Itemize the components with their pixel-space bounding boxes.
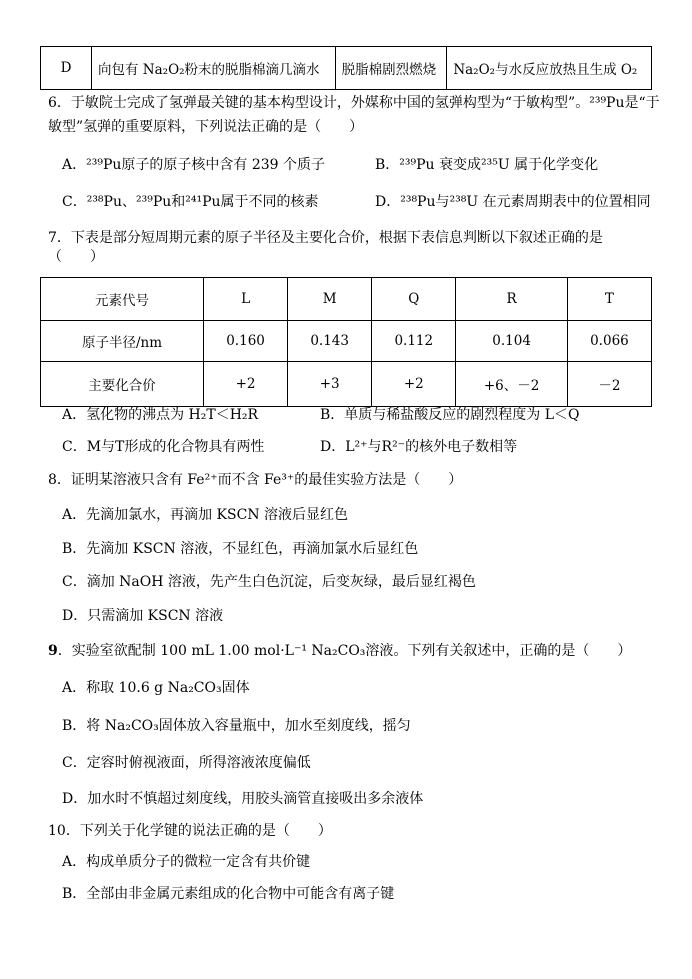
q10-option-a: A．构成单质分子的微粒一定含有共价键: [62, 854, 311, 870]
q8-option-d: D．只需滴加 KSCN 溶液: [62, 608, 224, 624]
row-action: 向包有 Na₂O₂粉末的脱脂棉滴几滴水: [92, 47, 336, 90]
q7-option-d: D．L²⁺与R²⁻的核外电子数相等: [320, 439, 518, 455]
header-cell: 元素代号: [41, 278, 204, 321]
q7-stem-cont: （ ）: [48, 249, 104, 265]
header-cell: L: [204, 278, 288, 321]
table-row: [41, 362, 652, 407]
q8-option-a: A．先滴加氯水，再滴加 KSCN 溶液后显红色: [62, 507, 349, 523]
header-cell: Q: [372, 278, 456, 321]
q10-option-b: B．全部由非金属元素组成的化合物中可能含有离子键: [62, 886, 395, 902]
q8-option-b: B．先滴加 KSCN 溶液，不显红色，再滴加氯水后显红色: [62, 541, 419, 557]
table-cell: +2: [372, 362, 456, 407]
q10-stem: 10．下列关于化学键的说法正确的是（ ）: [48, 823, 332, 839]
q7-stem: 7．下表是部分短周期元素的原子半径及主要化合价，根据下表信息判断以下叙述正确的是: [48, 230, 603, 246]
table-cell: 0.066: [567, 321, 651, 362]
table-row: [41, 47, 652, 90]
table-row: [41, 321, 652, 362]
q6-option-a: A．²³⁹Pu原子的原子核中含有 239 个质子: [62, 157, 326, 173]
q6-option-b: B．²³⁹Pu 衰变成²³⁵U 属于化学变化: [375, 157, 599, 173]
row-label: D: [41, 47, 92, 90]
table-cell: 主要化合价: [41, 362, 204, 407]
element-table: [40, 277, 652, 407]
header-cell: T: [567, 278, 651, 321]
q8-option-c: C．滴加 NaOH 溶液，先产生白色沉淀，后变灰绿，最后显红褐色: [62, 574, 476, 590]
table-header-row: [41, 278, 652, 321]
q9-option-a: A．称取 10.6 g Na₂CO₃固体: [62, 680, 250, 696]
table-cell: 0.143: [288, 321, 372, 362]
q7-option-b: B．单质与稀盐酸反应的剧烈程度为 L＜Q: [320, 407, 580, 423]
table-cell: +2: [204, 362, 288, 407]
table-cell: －2: [567, 362, 651, 407]
table-cell: 0.112: [372, 321, 456, 362]
table-cell: 原子半径/nm: [41, 321, 204, 362]
table-cell: 0.160: [204, 321, 288, 362]
row-phenomenon: 脱脂棉剧烈燃烧: [335, 47, 447, 90]
q7-option-c: C．M与T形成的化合物具有两性: [62, 439, 265, 455]
q6-option-c: C．²³⁸Pu、²³⁹Pu和²⁴¹Pu属于不同的核素: [62, 194, 319, 210]
q9-stem: ．实验室欲配制 100 mL 1.00 mol·L⁻¹ Na₂CO₃溶液。下列有关叙述中，正确的是（ ）: [57, 643, 632, 659]
q7-option-a: A．氢化物的沸点为 H₂T＜H₂R: [62, 407, 259, 423]
header-cell: R: [456, 278, 568, 321]
header-cell: M: [288, 278, 372, 321]
q6-option-d: D．²³⁸Pu与²³⁸U 在元素周期表中的位置相同: [375, 194, 651, 210]
q9-number: 9: [48, 643, 58, 659]
q9-option-b: B．将 Na₂CO₃固体放入容量瓶中，加水至刻度线，摇匀: [62, 718, 411, 734]
q9-stem-line: [48, 642, 631, 660]
q6-stem-cont: 敏型”氢弹的重要原料，下列说法正确的是（ ）: [48, 119, 364, 135]
q6-stem: 6．于敏院士完成了氢弹最关键的基本构型设计，外媒称中国的氢弹构型为“于敏构型”。²³⁹Pu是“于: [48, 95, 660, 111]
row-conclusion: Na₂O₂与水反应放热且生成 O₂: [447, 47, 652, 90]
table-cell: +6、－2: [456, 362, 568, 407]
table-cell: +3: [288, 362, 372, 407]
q8-stem: 8．证明某溶液只含有 Fe²⁺而不含 Fe³⁺的最佳实验方法是（ ）: [48, 472, 463, 488]
q9-option-d: D．加水时不慎超过刻度线，用胶头滴管直接吸出多余液体: [62, 791, 424, 807]
table-cell: 0.104: [456, 321, 568, 362]
experiment-table-row-d: [40, 46, 652, 90]
q9-option-c: C．定容时俯视液面，所得溶液浓度偏低: [62, 755, 311, 771]
